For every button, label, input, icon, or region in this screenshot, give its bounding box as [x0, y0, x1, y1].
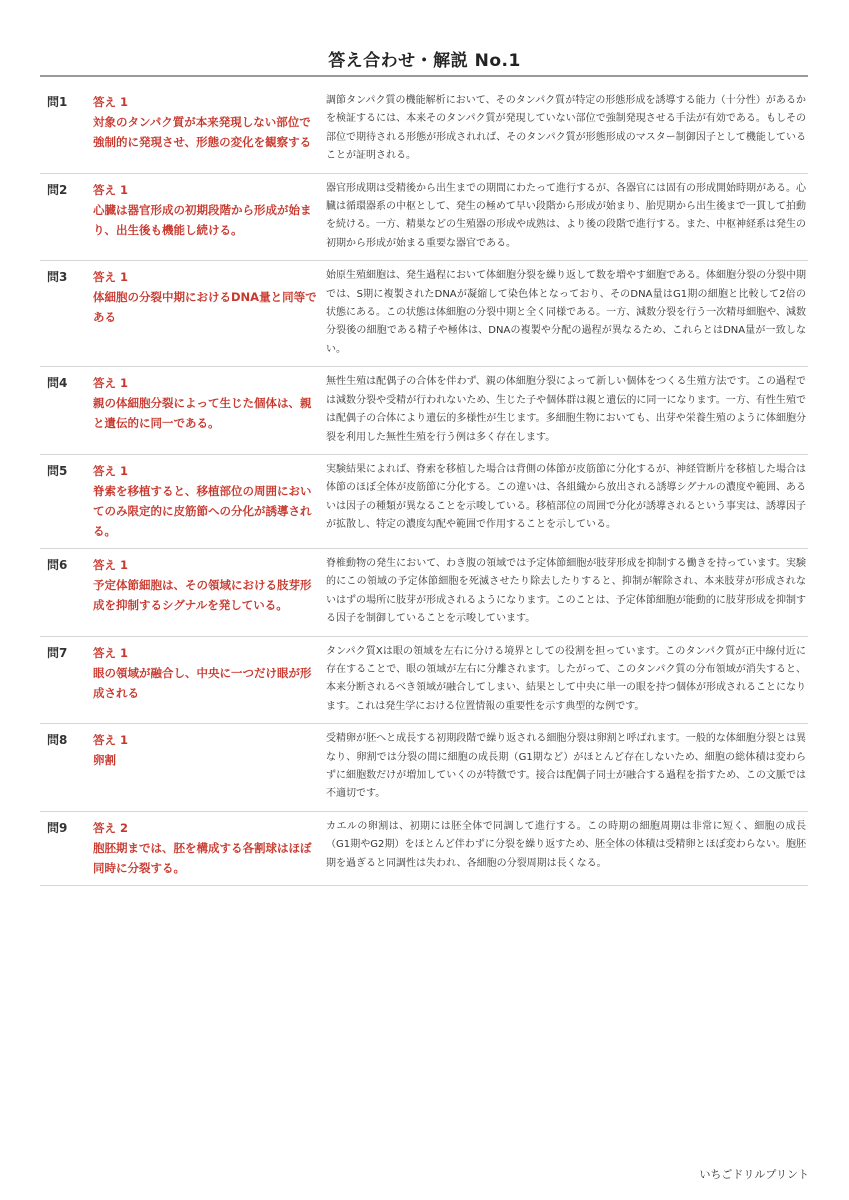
answer-label: 答え 1	[93, 182, 129, 197]
question-number: 問2	[47, 182, 68, 197]
answer-block	[93, 373, 326, 447]
explanation-text: タンパク質Xは眼の領域を左右に分ける境界としての役割を担っています。このタンパク質が正中線付近に存在することで、眼の領域が左右に分離されます。したがって、このタンパク質の分布領域が消失すると、本来分断されるべき領域が融合してしまい、結果として中央に単一の眼を持つ個体が形成されることになります。これは発生学における位置情報の重要性を示す典型的な例です。	[326, 645, 806, 712]
question-number: 問1	[47, 95, 68, 109]
explanation-text: 器官形成期は受精後から出生までの期間にわたって進行するが、各器官には固有の形成開始時期がある。心臓は循環器系の中枢として、発生の極めて早い段階から形成が始まり、胎児期から出生後まで一貫して拍動を続ける。一方、精巣などの生殖器の形成や成熟は、より後の段階で進行する。また、中枢神経系は発生の初期から形成が始まる重要な器官である。	[326, 182, 806, 249]
explanation-text: カエルの卵割は、初期には胚全体で同調して進行する。この時期の細胞周期は非常に短く、細胞の成長（G1期やG2期）をほとんど伴わずに分裂を繰り返すため、胚全体の体積は受精卵とほぼ変わらない。胞胚期を過ぎると同調性は失われ、各細胞の分裂周期は長くなる。	[326, 820, 806, 869]
answer-text: 予定体節細胞は、その領域における肢芽形成を抑制するシグナルを発している。	[93, 577, 312, 612]
explanation-text: 無性生殖は配偶子の合体を伴わず、親の体細胞分裂によって新しい個体をつくる生殖方法です。この過程では減数分裂や受精が行われないため、生じた子や個体群は親と遺伝的に同一になります。一方、有性生殖では配偶子の合体により遺伝的多様性が生じます。多細胞生物においても、出芽や栄養生殖のように体細胞分裂を利用した無性生殖を行う例は多く存在します。	[326, 376, 806, 443]
answer-block	[93, 818, 326, 878]
answer-text: 胞胚期までは、胚を構成する各割球はほぼ同時に分裂する。	[93, 840, 312, 875]
explanation-text: 始原生殖細胞は、発生過程において体細胞分裂を繰り返して数を増やす細胞である。体細胞分裂の分裂中期では、S期に複製されたDNAが凝縮して染色体となっており、そのDNA量はG1期の細胞と比較して2倍の状態にある。この状態は体細胞の分裂中期と全く同様である。一方、減数分裂を行う一次精母細胞や、減数分裂後の細胞である精子や極体は、DNAの複製や分配の過程が異なるため、これらとはDNA量が一致しない。	[326, 270, 806, 355]
answer-label: 答え 1	[93, 463, 129, 478]
answer-label: 答え 1	[93, 733, 129, 748]
explanation-text: 実験結果によれば、脊索を移植した場合は背側の体節が皮筋節に分化するが、神経管断片を移植した場合は体節のほぼ全体が皮筋節に分化する。この違いは、各組織から放出される誘導シグナルの濃度や範囲、あるいは因子の種類が異なることを示唆している。移植部位の周囲で分化が誘導されるという事実は、誘導因子が拡散し、特定の濃度勾配や範囲で作用することを示している。	[326, 463, 806, 531]
question-number: 問6	[47, 557, 68, 572]
footer-brand: いちごドリルプリント	[699, 1168, 809, 1181]
question-number: 問8	[47, 733, 68, 748]
qa-row-8	[40, 724, 808, 812]
answer-label: 答え 2	[93, 820, 129, 835]
title-divider	[40, 75, 808, 77]
answer-text: 卵割	[93, 753, 116, 768]
answer-label: 答え 1	[93, 270, 129, 285]
question-number: 問7	[47, 645, 68, 660]
question-number: 問4	[47, 376, 68, 391]
answer-block	[93, 461, 326, 541]
question-number: 問9	[47, 820, 68, 835]
answer-text: 対象のタンパク質が本来発現しない部位で強制的に発現させ、形態の変化を観察する	[93, 115, 312, 149]
qa-row-6	[40, 549, 808, 637]
explanation-text: 脊椎動物の発生において、わき腹の領域では予定体節細胞が肢芽形成を抑制する働きを持っています。実験的にこの領域の予定体節細胞を死滅させたり除去したりすると、抑制が解除され、本来肢芽が形成されないはずの場所に肢芽が形成されるようになります。このことは、予定体節細胞が能動的に肢芽形成を抑制する因子を制御していることを示唆しています。	[326, 557, 806, 625]
answer-list	[40, 86, 808, 886]
answer-text: 眼の領域が融合し、中央に一つだけ眼が形成される	[93, 665, 312, 700]
answer-text: 体細胞の分裂中期におけるDNA量と同等である	[93, 290, 317, 325]
answer-label: 答え 1	[93, 645, 129, 660]
answer-block	[93, 643, 326, 717]
answer-text: 心臓は器官形成の初期段階から形成が始まり、出生後も機能し続ける。	[93, 202, 312, 237]
page-title: 答え合わせ・解説 No.1	[328, 51, 521, 71]
answer-block	[93, 267, 326, 359]
qa-row-5	[40, 455, 808, 549]
answer-block	[93, 555, 326, 629]
answer-text: 親の体細胞分裂によって生じた個体は、親と遺伝的に同一である。	[93, 396, 312, 431]
answer-label: 答え 1	[93, 95, 129, 109]
qa-row-7	[40, 637, 808, 725]
qa-row-9	[40, 812, 808, 886]
qa-row-2	[40, 174, 808, 262]
qa-row-4	[40, 367, 808, 455]
answer-block	[93, 180, 326, 254]
answer-label: 答え 1	[93, 557, 129, 572]
explanation-text: 調節タンパク質の機能解析において、そのタンパク質が特定の形態形成を誘導する能力（十分性）があるかを検証するには、本来そのタンパク質が発現していない部位で強制発現させる手法が有効である。もしその部位で期待される形態が形成されれば、そのタンパク質が形態形成のマスター制御因子として機能していることが証明される。	[326, 95, 806, 162]
answer-label: 答え 1	[93, 376, 129, 391]
qa-row-3	[40, 261, 808, 367]
question-number: 問5	[47, 463, 68, 478]
qa-row-1	[40, 86, 808, 174]
explanation-text: 受精卵が胚へと成長する初期段階で繰り返される細胞分裂は卵割と呼ばれます。一般的な体細胞分裂とは異なり、卵割では分裂の間に細胞の成長期（G1期など）がほとんど存在しないため、細胞の総体積は変わらずに細胞数だけが増加していくのが特徴です。接合は配偶子同士が融合する過程を指すため、この文脈では不適切です。	[326, 733, 806, 800]
answer-block	[93, 92, 326, 166]
question-number: 問3	[47, 270, 68, 285]
answer-text: 脊索を移植すると、移植部位の周囲においてのみ限定的に皮筋節への分化が誘導される。	[93, 483, 312, 538]
answer-block	[93, 730, 326, 804]
